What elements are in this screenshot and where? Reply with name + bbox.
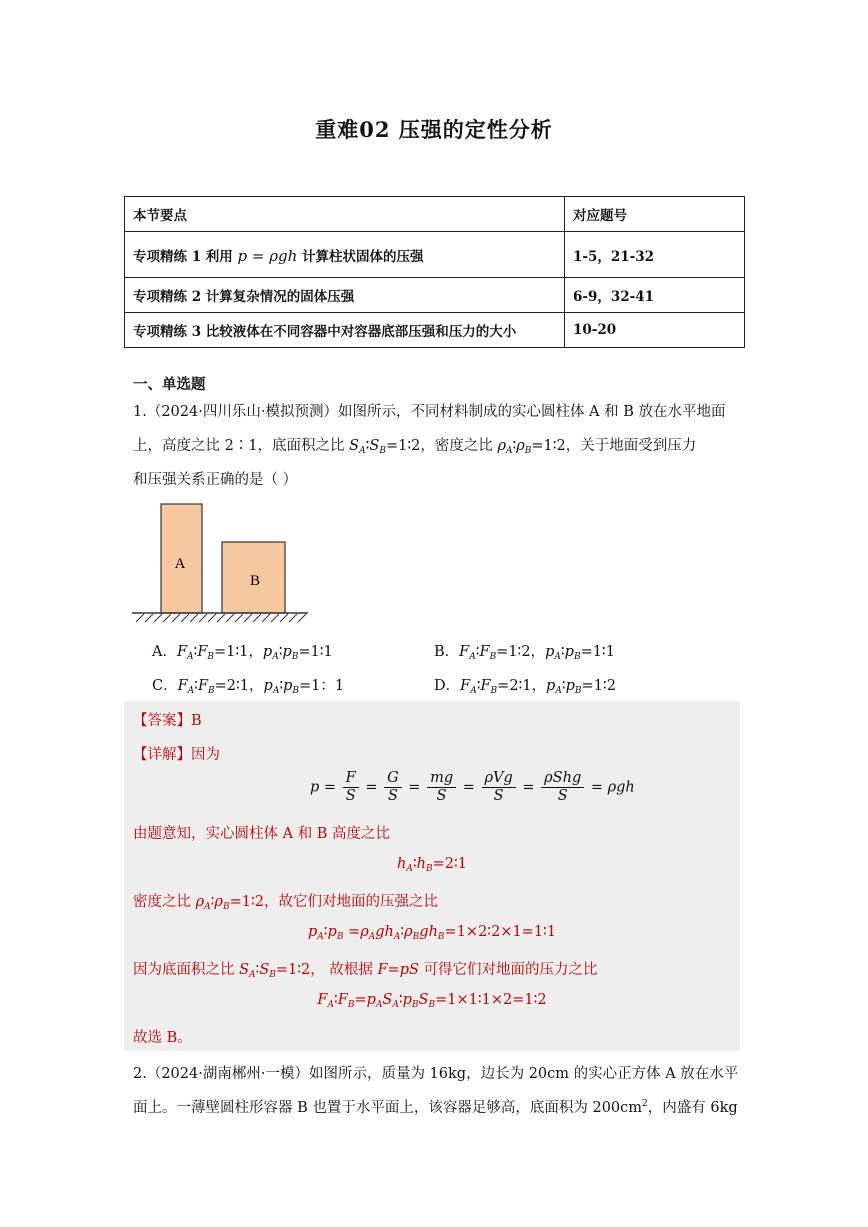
table-cell [125,232,565,278]
table-header-row [125,197,745,232]
label-b: B [249,573,261,589]
question-1-line: 上，高度之比 2∶1，底面积之比 $S_A∶S_B=1∶2$，密度之比 $\rho_A∶\rho_B=1∶2$，关于地面受到压力 [133,438,697,456]
row-text: 专项精练 1 利用 [133,248,238,265]
outline-table [124,196,745,348]
ground-hatching [136,614,306,622]
question-2-line: 2.（2024·湖南郴州·一模）如图所示，质量为 16kg，边长为 20cm 的实心正方体 A 放在水平 [133,1066,739,1082]
section-heading: 一、单选题 [133,376,206,393]
table-cell: 1-5，21-32 [565,232,745,278]
detail-line: 密度之比 $\rho_A∶\rho_B=1∶2$，故它们对地面的压强之比 [133,894,438,912]
option-c[interactable]: C．$F_A∶F_B=2∶1$，$p_A∶p_B=1$：1 [152,678,345,696]
table-row [125,313,745,348]
detail-line: 由题意知，实心圆柱体 A 和 B 高度之比 [133,826,391,842]
question-2-line: 面上。一薄壁圆柱形容器 B 也置于水平面上，该容器足够高，底面积为 $200cm^2$，内盛有 6kg [133,1099,738,1116]
question-1-line: 1.（2024·四川乐山·模拟预测）如图所示，不同材料制成的实心圆柱体 A 和 B 放在水平地面 [133,404,726,420]
table-cell: 专项精练 3 比较液体在不同容器中对容器底部压强和压力的大小 [125,313,565,348]
height-ratio: $h_A∶h_B=2∶1$ [397,856,467,874]
force-ratio: $F_A∶F_B=p_AS_A∶p_BS_B=1\times 1∶1\times 2=1∶2$ [317,992,547,1010]
table-cell: 10-20 [565,313,745,348]
conclusion: 故选 B。 [133,1030,192,1046]
cylinders-figure [128,500,313,625]
detail-line: 【详解】因为 [133,747,220,763]
table-header-cell: 对应题号 [565,197,745,232]
label-a: A [174,556,186,572]
pressure-formula: p = $\frac{F}{S}$ = $\frac{G}{S}$ = $\frac{mg}{S}$ = $\frac{\text{ρVg}}{S}$ = $\frac{\text{ρShg}}{S}$ = ρgh [310,770,635,804]
question-1-line: 和压强关系正确的是（ ） [133,472,298,488]
page-title: 重难02 压强的定性分析 [315,117,553,142]
table-cell: 6-9，32-41 [565,278,745,313]
option-d[interactable]: D．$F_A∶F_B=2∶1$，$p_A∶p_B=1∶2$ [434,678,616,696]
answer-line: 【答案】B [133,713,202,729]
table-row [125,232,745,278]
detail-line: 因为底面积之比 $S_A∶S_B=1∶2$， 故根据 F=pS 可得它们对地面的压力之比 [133,962,598,980]
option-a[interactable]: A．$F_A∶F_B=1∶1$，$p_A∶p_B=1∶1$ [152,644,333,662]
option-b[interactable]: B．$F_A∶F_B=1∶2$，$p_A∶p_B=1∶1$ [434,644,615,662]
table-row [125,278,745,313]
table-cell: 专项精练 2 计算复杂情况的固体压强 [125,278,565,313]
pressure-ratio: $p_A∶p_B$ $=\rho_Agh_A∶\rho_Bgh_B=1\times 2∶2\times 1=1∶1$ [307,924,557,942]
formula: p = ρgh [237,246,298,265]
table-header-cell: 本节要点 [125,197,565,232]
row-text: 计算柱状固体的压强 [297,248,424,265]
